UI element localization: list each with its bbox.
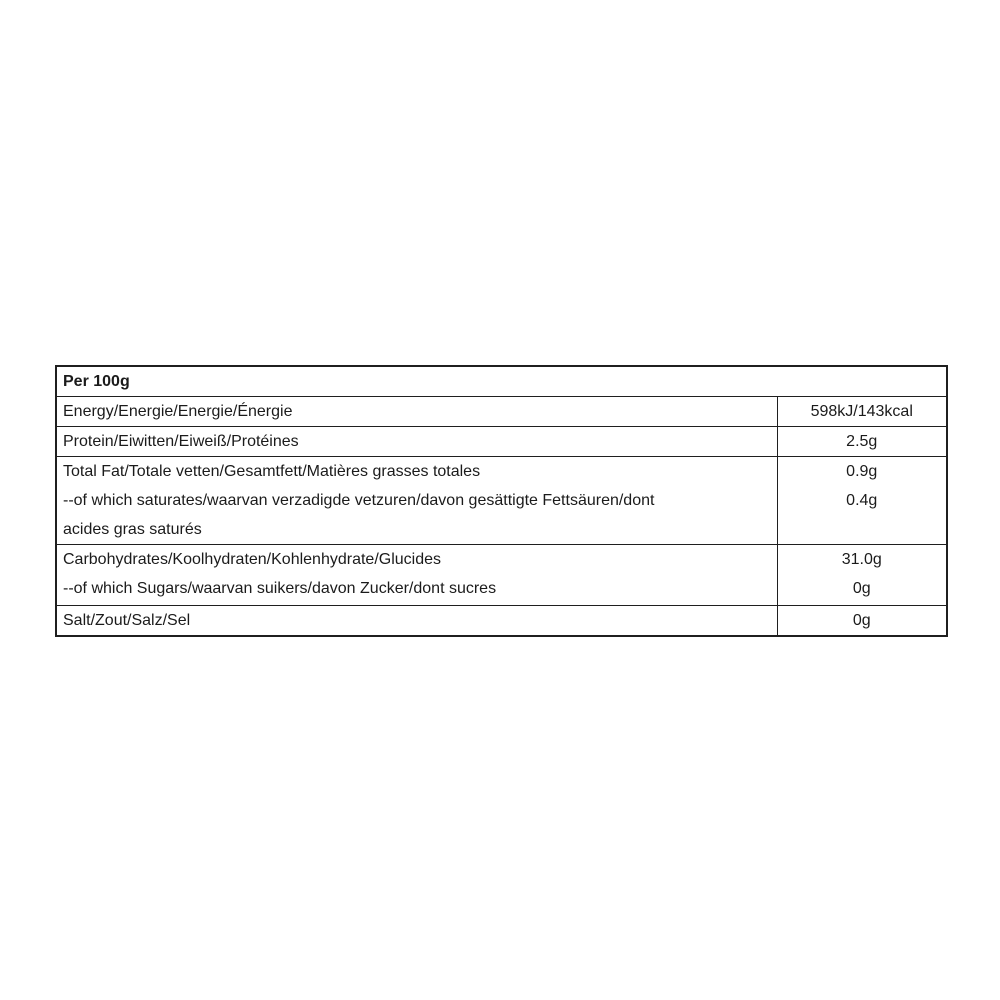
nutrition-table (55, 365, 948, 637)
nutrient-label-cell (56, 457, 777, 545)
nutrient-value-cell (777, 397, 947, 427)
nutrient-value: 0.9g (846, 463, 878, 480)
nutrient-value: 31.0g (841, 551, 882, 568)
nutrient-label: Energy/Energie/Energie/Énergie (63, 403, 293, 420)
nutrient-value-cell (777, 545, 947, 606)
nutrient-value: 0g (852, 612, 871, 629)
nutrient-value: 2.5g (846, 433, 878, 450)
nutrient-sublabel: --of which saturates/waarvan verzadigde vetzuren/davon gesättigte Fettsäuren/dont (63, 492, 655, 509)
nutrient-subvalue: 0.4g (846, 492, 878, 509)
nutrient-sublabel-wrap: acides gras saturés (63, 521, 202, 538)
table-title-row (56, 366, 947, 397)
row-salt (56, 606, 947, 637)
row-energy (56, 397, 947, 427)
nutrient-value-cell (777, 457, 947, 545)
nutrient-label-cell (56, 397, 777, 427)
row-fat (56, 457, 947, 545)
nutrient-sublabel: --of which Sugars/waarvan suikers/davon Zucker/dont sucres (63, 580, 497, 597)
row-protein (56, 427, 947, 457)
nutrient-label-cell (56, 606, 777, 637)
nutrient-value-cell (777, 606, 947, 637)
nutrient-label-cell (56, 427, 777, 457)
nutrient-label: Protein/Eiwitten/Eiweiß/Protéines (63, 433, 299, 450)
nutrient-label-cell (56, 545, 777, 606)
table-title: Per 100g (56, 366, 947, 397)
nutrient-subvalue: 0g (852, 580, 871, 597)
nutrient-value-cell (777, 427, 947, 457)
nutrient-value: 598kJ/143kcal (810, 403, 913, 420)
row-carbohydrates (56, 545, 947, 606)
nutrient-label: Salt/Zout/Salz/Sel (63, 612, 191, 629)
nutrient-label: Carbohydrates/Koolhydraten/Kohlenhydrate/Glucides (63, 551, 442, 568)
nutrient-label: Total Fat/Totale vetten/Gesamtfett/Matières grasses totales (63, 463, 481, 480)
